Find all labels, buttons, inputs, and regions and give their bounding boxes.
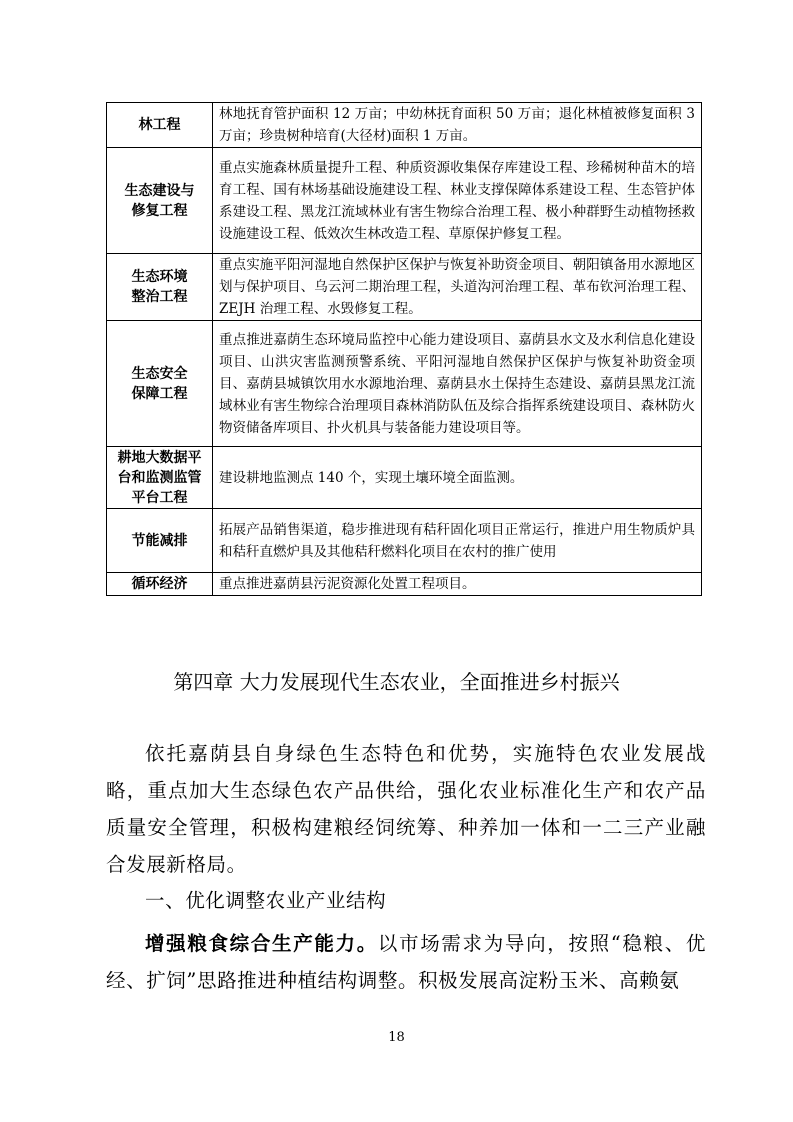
paragraph-lead: 增强粮食综合生产能力。 [145, 932, 378, 955]
section-heading: 一、优化调整农业产业结构 [145, 889, 387, 912]
page-number: 18 [388, 1030, 405, 1045]
chapter-title: 第四章 大力发展现代生态农业，全面推进乡村振兴 [173, 670, 620, 694]
table-content-cell: 重点推进嘉荫生态环境局监控中心能力建设项目、嘉荫县水文及水利信息化建设项目、山洪灾害监测预警系统、平阳河湿地自然保护区保护与恢复补助资金项目、嘉荫县城镇饮用水水源地治理、嘉荫县水土保持生态建设、嘉荫县黑龙江流域林业有害生物综合治理项目森林消防队伍及综合指挥系统建设项目、森林防火物资储备库项目、扑火机具与装备能力建设项目等。 [213, 321, 702, 447]
table-content-cell: 拓展产品销售渠道，稳步推进现有秸秆固化项目正常运行，推进户用生物质炉具和秸秆直燃炉具及其他秸秆燃料化项目在农村的推广使用 [213, 509, 702, 573]
table-row [107, 103, 702, 148]
table-content-cell: 重点实施森林质量提升工程、种质资源收集保存库建设工程、珍稀树种苗木的培育工程、国有林场基础设施建设工程、林业支撑保障体系建设工程、生态管护体系建设工程、黑龙江流域林业有害生物综合治理工程、极小种群野生动植物拯救设施建设工程、低效次生林改造工程、草原保护修复工程。 [213, 148, 702, 254]
table-content-cell: 林地抚育管护面积 12 万亩；中幼林抚育面积 50 万亩；退化林植被修复面积 3 万亩；珍贵树种培育(大径材)面积 1 万亩。 [213, 103, 702, 148]
table-category-cell: 生态环境 整治工程 [107, 254, 213, 321]
table-row [107, 254, 702, 321]
table-category-cell: 耕地大数据平 台和监测监管 平台工程 [107, 447, 213, 509]
table-category-cell: 循环经济 [107, 573, 213, 596]
body-paragraph [106, 925, 706, 999]
table-row [107, 321, 702, 447]
table-row [107, 447, 702, 509]
table-category-cell: 生态建设与 修复工程 [107, 148, 213, 254]
table-content-cell: 重点实施平阳河湿地自然保护区保护与恢复补助资金项目、朝阳镇备用水源地区划与保护项目、乌云河二期治理工程，头道沟河治理工程、革布钦河治理工程、ZEJH 治理工程、水毁修复工程。 [213, 254, 702, 321]
table-content-cell: 重点推进嘉荫县污泥资源化处置工程项目。 [213, 573, 702, 596]
project-table [106, 102, 702, 596]
table-row [107, 148, 702, 254]
table-category-cell: 节能减排 [107, 509, 213, 573]
table-row [107, 573, 702, 596]
table-category-cell: 林工程 [107, 103, 213, 148]
table-row [107, 509, 702, 573]
table-category-cell: 生态安全 保障工程 [107, 321, 213, 447]
intro-paragraph: 依托嘉荫县自身绿色生态特色和优势，实施特色农业发展战略，重点加大生态绿色农产品供给，强化农业标准化生产和农产品质量安全管理，积极构建粮经饲统筹、种养加一体和一二三产业融合发展新格局。 [106, 742, 706, 876]
paragraph-text: 以市场需求为导向，按照“稳粮、优经、扩饲”思路推进种植结构调整。积极发展高淀粉玉米、高赖氨 [106, 932, 706, 992]
table-content-cell: 建设耕地监测点 140 个，实现土壤环境全面监测。 [213, 447, 702, 509]
